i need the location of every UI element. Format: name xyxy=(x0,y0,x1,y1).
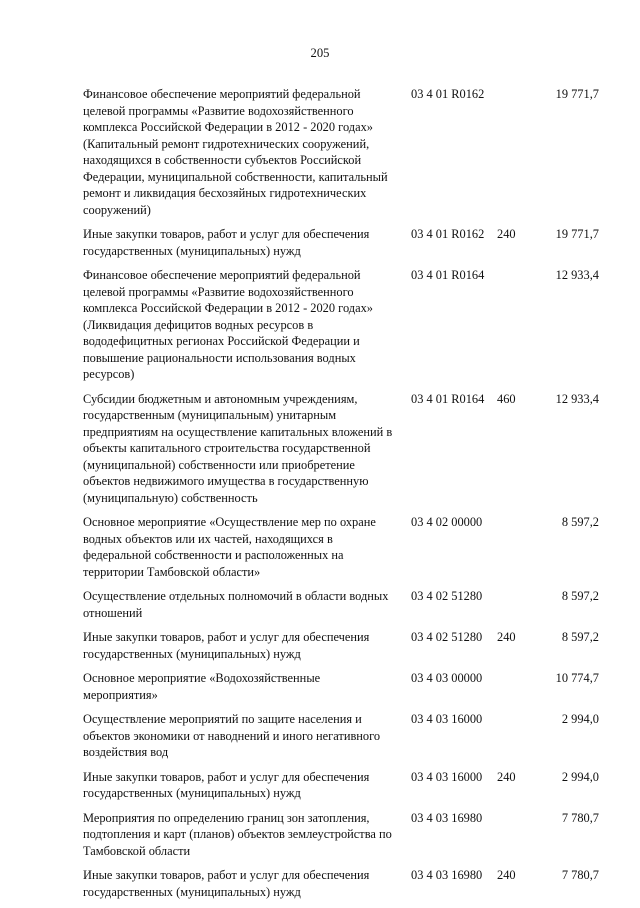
row-amount: 2 994,0 xyxy=(561,712,599,726)
row-expense-type: 460 xyxy=(497,391,516,406)
row-description: Иные закупки товаров, работ и услуг для обеспечения государственных (муниципальных) нужд xyxy=(83,868,370,899)
row-amount: 2 994,0 xyxy=(561,769,599,784)
row-description: Основное мероприятие «Осуществление мер по охране водных объектов или их частей, находящихся в федеральной собственности и расположенных на территории Тамбовской области» xyxy=(83,515,376,579)
row-code: 03 4 03 16000 xyxy=(411,712,483,726)
row-description: Осуществление мероприятий по защите населения и объектов экономики от наводнений и иного негативного воздействия вод xyxy=(83,712,381,759)
row-description: Иные закупки товаров, работ и услуг для обеспечения государственных (муниципальных) нужд xyxy=(83,630,370,661)
row-amount: 8 597,2 xyxy=(561,630,599,644)
row-amount: 19 771,7 xyxy=(555,227,599,241)
row-code: 03 4 02 51280 xyxy=(411,589,483,603)
row-description: Осуществление отдельных полномочий в области водных отношений xyxy=(83,589,389,620)
row-description: Иные закупки товаров, работ и услуг для обеспечения государственных (муниципальных) нужд xyxy=(83,227,370,258)
row-description: Иные закупки товаров, работ и услуг для обеспечения государственных (муниципальных) нужд xyxy=(83,769,370,800)
table-row xyxy=(0,588,640,621)
row-code: 03 4 03 16980 xyxy=(411,810,483,825)
row-expense-type: 240 xyxy=(497,868,516,882)
row-amount: 10 774,7 xyxy=(555,671,599,685)
table-row xyxy=(0,226,640,259)
row-expense-type: 240 xyxy=(497,769,516,784)
row-code: 03 4 03 00000 xyxy=(411,671,483,685)
row-amount: 12 933,4 xyxy=(555,268,599,282)
table-row xyxy=(0,769,640,802)
row-description: Субсидии бюджетным и автономным учреждениям, государственным (муниципальным) унитарным предприятиям на осуществление капитальных вложений в объекты капитального строительства государственной (муниципальной) собственности или приобретение объектов недвижимого имущества в государственную (муниципальную) собственность xyxy=(83,391,393,505)
row-code: 03 4 03 16980 xyxy=(411,868,483,882)
row-expense-type: 240 xyxy=(497,227,516,241)
table-row xyxy=(0,629,640,662)
page-number: 205 xyxy=(310,46,330,60)
row-code: 03 4 01 R0162 xyxy=(411,227,485,241)
row-code: 03 4 02 00000 xyxy=(411,515,483,529)
row-amount: 7 780,7 xyxy=(561,868,599,882)
table-row xyxy=(0,86,640,218)
budget-table xyxy=(0,86,640,908)
row-code: 03 4 03 16000 xyxy=(411,769,483,784)
table-row xyxy=(0,670,640,703)
row-description: Финансовое обеспечение мероприятий федеральной целевой программы «Развитие водохозяйственного комплекса Российской Федерации в 2012 - 2020 годах» (Капитальный ремонт гидротехнических сооружений, находящихся в собственности субъектов Российской Федерации, муниципальной собственности, капитальный ремонт и ликвидация бесхозяйных гидротехнических сооружений) xyxy=(83,87,388,217)
table-row xyxy=(0,514,640,580)
table-row xyxy=(0,391,640,507)
row-amount: 7 780,7 xyxy=(561,810,599,825)
row-code: 03 4 01 R0164 xyxy=(411,391,485,406)
row-code: 03 4 01 R0164 xyxy=(411,268,485,282)
table-row xyxy=(0,711,640,761)
table-row xyxy=(0,267,640,383)
row-amount: 8 597,2 xyxy=(561,515,599,529)
row-code: 03 4 01 R0162 xyxy=(411,87,485,101)
row-description: Основное мероприятие «Водохозяйственные мероприятия» xyxy=(83,671,321,702)
row-amount: 12 933,4 xyxy=(555,391,599,406)
row-amount: 19 771,7 xyxy=(555,87,599,101)
row-description: Финансовое обеспечение мероприятий федеральной целевой программы «Развитие водохозяйственного комплекса Российской Федерации в 2012 - 2020 годах» (Ликвидация дефицитов водных ресурсов в вододефицитных регионах Российской Федерации и повышение рациональности использования водных ресурсов) xyxy=(83,268,373,381)
row-description: Мероприятия по определению границ зон затопления, подтопления и карт (планов) объектов землеустройства по Тамбовской области xyxy=(83,810,392,858)
row-expense-type: 240 xyxy=(497,630,516,644)
table-row xyxy=(0,810,640,860)
table-row xyxy=(0,867,640,900)
row-amount: 8 597,2 xyxy=(561,589,599,603)
row-code: 03 4 02 51280 xyxy=(411,630,483,644)
